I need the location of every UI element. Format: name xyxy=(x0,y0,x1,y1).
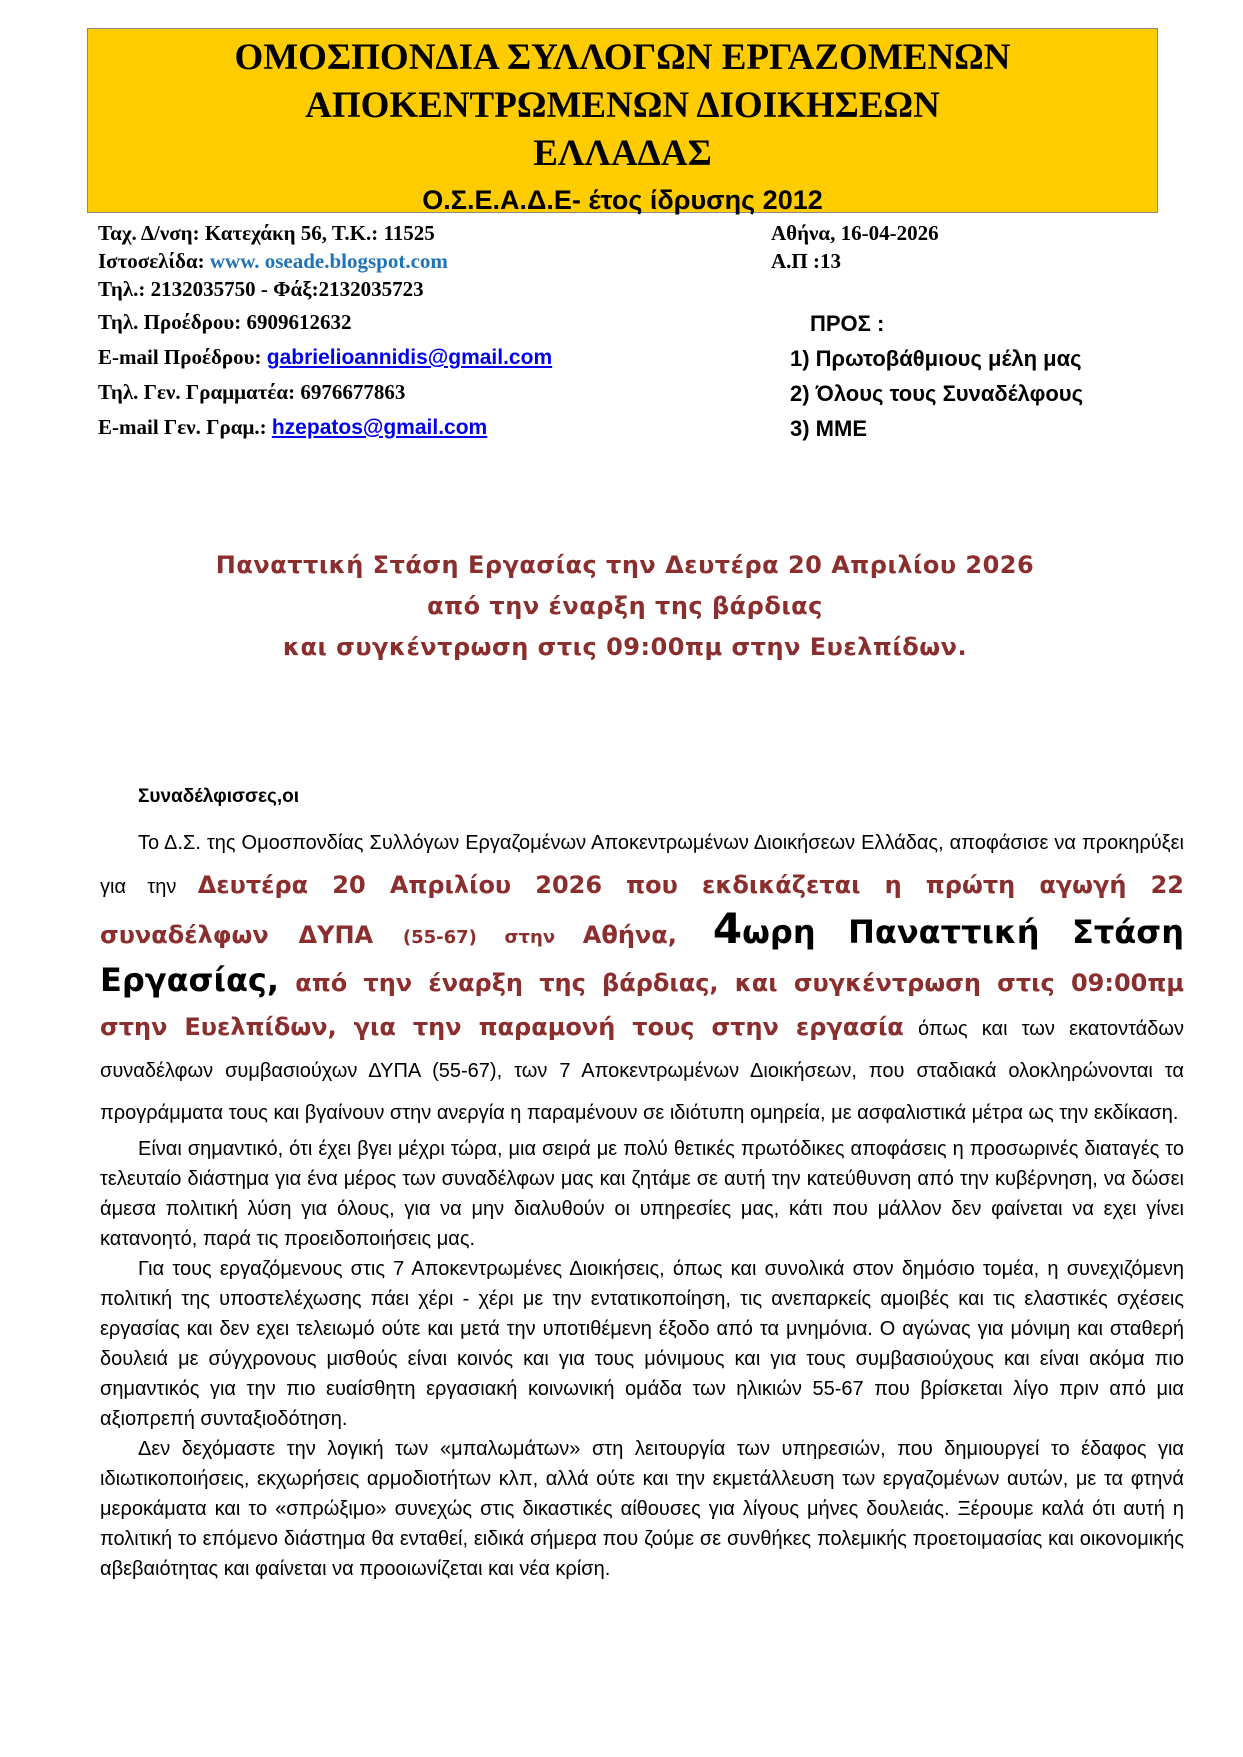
president-phone: Τηλ. Προέδρου: 6909612632 xyxy=(98,310,352,334)
president-email-row xyxy=(98,345,552,370)
reference-number: Α.Π :13 xyxy=(771,249,841,273)
p1-highlight-age: (55-67) στην xyxy=(402,927,583,948)
recipient-item: 2) Όλους τους Συναδέλφους xyxy=(790,381,1084,406)
website-label: Ιστοσελίδα: xyxy=(98,249,210,273)
phone-fax: Τηλ.: 2132035750 - Φάξ:2132035723 xyxy=(98,277,424,301)
paragraph-3: Για τους εργαζόμενους στις 7 Αποκεντρωμένες Διοικήσεις, όπως και συνολικά στον δημόσιο τομέα, η συνεχιζόμενη πολιτική της υποστελέχωσης πάει χέρι - χέρι με την εντατικοποίηση, τις ανεπαρκείς αμοιβές και τις ελαστικές σχέσεις εργασίας και δεν εχει τελειωμό ούτε και μετά την υποτιθέμενη έξοδο από τα μνημόνια. Ο αγώνας για μόνιμη και σταθερή δουλειά με σύγχρονους μισθούς είναι κοινός και για τους μόνιμους και για τους συμβασιούχους και είναι ακόμα πιο σημαντικός για την πιο ευαίσθητη εργασιακή κοινωνική ομάδα των ηλικιών 55-67 που βρίσκεται λίγο πριν από μια αξιοπρεπή συνταξιοδότηση. xyxy=(100,1258,1184,1430)
org-line-2: ΑΠΟΚΕΝΤΡΩΜΕΝΩΝ ΔΙΟΙΚΗΣΕΩΝ xyxy=(305,85,940,126)
recipients-label: ΠΡΟΣ : xyxy=(810,311,885,336)
salutation: Συναδέλφισσες,οι xyxy=(138,786,300,807)
p1-strike-title: ωρη Παναττική Στάση Εργασίας, xyxy=(100,913,1184,999)
paragraph-4: Δεν δεχόμαστε την λογική των «μπαλωμάτων» στη λειτουργία των υπηρεσιών, που δημιουργεί το έδαφος για ιδιωτικοποιήσεις, εκχωρήσεις αρμοδιοτήτων κλπ, αλλά ούτε και την εκμετάλλευση των εργαζομένων αυτών, με τα φτηνά μεροκάματα και το «σπρώξιμο» συνεχώς στις δικαστικές αίθουσες για λίγους μήνες δουλειάς. Ξέρουμε καλά ότι αυτή η πολιτική το επόμενο διάστημα θα ενταθεί, ειδικά σήμερα που ζούμε σε συνθήκες πολεμικής προετοιμασίας και οικονομικής αβεβαιότητας και φαίνεται να προοιωνίζεται και νέα κρίση. xyxy=(100,1438,1184,1580)
president-email-link[interactable]: gabrielioannidis@gmail.com xyxy=(266,346,553,369)
address: Ταχ. Δ/νση: Κατεχάκη 56, Τ.Κ.: 11525 xyxy=(98,221,435,245)
p1-highlight-rally: από την έναρξη της βάρδιας, και συγκέντρωση στις 09:00πμ στην Ευελπίδων, για την παραμονή τους στην εργασία xyxy=(100,969,1184,1041)
p1-intro: Το Δ.Σ. της Ομοσπονδίας Συλλόγων Εργαζομένων Αποκεντρωμένων Διοικήσεων Ελλάδας, αποφάσισε να προκηρύξει για την xyxy=(100,832,1184,898)
paragraph-2: Είναι σημαντικό, ότι έχει βγει μέχρι τώρα, μια σειρά με πολύ θετικές πρωτόδικες αποφάσεις η προσωρινές διαταγές το τελευταίο διάστημα για ένα μέρος των συναδέλφων μας και ζητάμε σε αυτή την κατεύθυνση από την κυβέρνηση, να δώσει άμεσα πολιτική λύση για όλους, για να μην διαλυθούν οι υπηρεσίες μας, κάτι που μάλλον δεν φαίνεται να εχει γίνει κατανοητό, παρά τις προειδοποιήσεις μας. xyxy=(100,1138,1184,1250)
president-email-label: E-mail Προέδρου: xyxy=(98,345,267,369)
document-date: Αθήνα, 16-04-2026 xyxy=(771,221,939,245)
paragraph-1 xyxy=(100,822,1184,1134)
organization-name xyxy=(88,34,1157,178)
website-row xyxy=(98,249,448,274)
announcement-title xyxy=(100,545,1150,668)
p1-rest: όπως και των εκατοντάδων συναδέλφων συμβασιούχων ΔΥΠΑ (55-67), των 7 Αποκεντρωμένων Διοικήσεων, που σταδιακά ολοκληρώνονται τα προγράμματα τους και βγαίνουν στην ανεργία η παραμένουν σε ιδιότυπη ομηρεία, με ασφαλιστικά μέτρα ως την εκδίκαση. xyxy=(100,1018,1184,1124)
p1-hours-number: 4 xyxy=(676,904,743,953)
recipient-item: 3) ΜΜΕ xyxy=(790,416,867,441)
org-subtitle: Ο.Σ.Ε.Α.Δ.Ε- έτος ίδρυσης 2012 xyxy=(422,185,823,215)
org-line-3: ΕΛΛΑΔΑΣ xyxy=(533,133,712,174)
p1-highlight-city: Αθήνα, xyxy=(582,921,677,949)
p1-highlight-date: Δευτέρα 20 Απριλίου 2026 που εκδικάζεται η πρώτη αγωγή 22 συναδέλφων ΔΥΠΑ xyxy=(100,871,1184,949)
announcement-line-1: Παναττική Στάση Εργασίας την Δευτέρα 20 Απριλίου 2026 xyxy=(215,551,1035,579)
announcement-line-3: και συγκέντρωση στις 09:00πμ στην Ευελπίδων. xyxy=(282,633,968,661)
secretary-email-row xyxy=(98,415,487,440)
secretary-phone: Τηλ. Γεν. Γραμματέα: 6976677863 xyxy=(98,380,406,404)
secretary-email-link[interactable]: hzepatos@gmail.com xyxy=(271,416,488,439)
body-text xyxy=(100,822,1184,1584)
org-line-1: ΟΜΟΣΠΟΝΔΙΑ ΣΥΛΛΟΓΩΝ ΕΡΓΑΖΟΜΕΝΩΝ xyxy=(234,37,1011,78)
header-banner xyxy=(87,28,1158,213)
secretary-email-label: E-mail Γεν. Γραμ.: xyxy=(98,415,272,439)
announcement-line-2: από την έναρξη της βάρδιας xyxy=(427,592,823,620)
website-link[interactable]: www. oseade.blogspot.com xyxy=(209,249,448,273)
recipient-item: 1) Πρωτοβάθμιους μέλη μας xyxy=(790,346,1082,371)
